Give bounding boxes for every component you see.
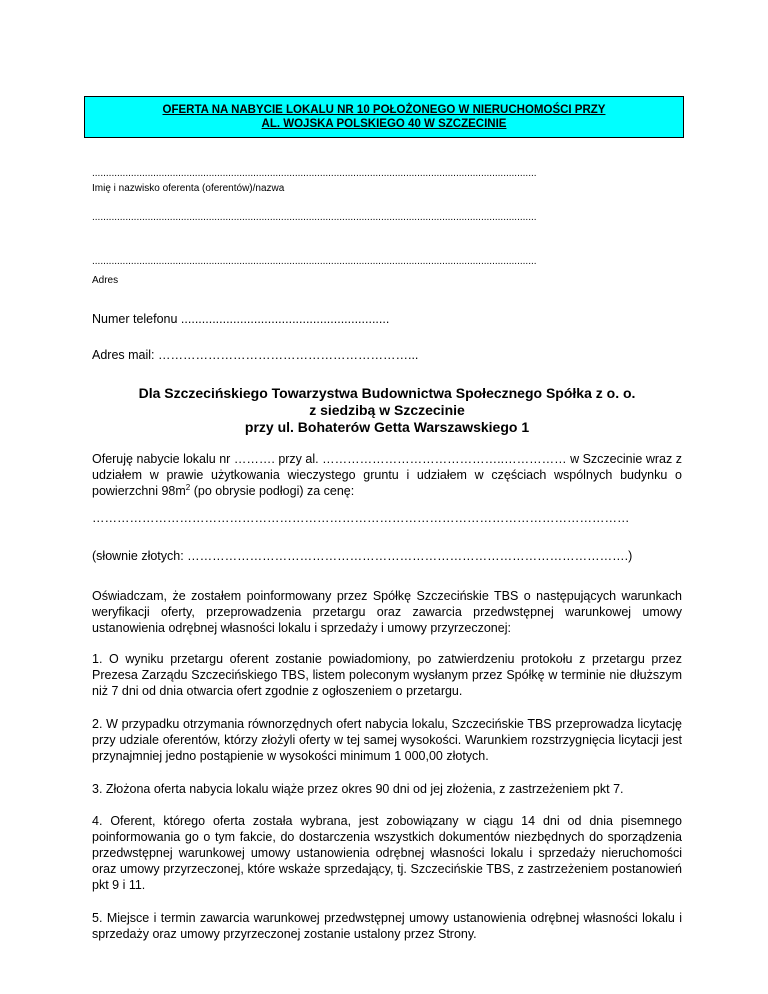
offer-paragraph: [92, 451, 682, 499]
email-field[interactable]: Adres mail: ……………………………………………………...: [92, 348, 419, 362]
point-2: 2. W przypadku otrzymania równorzędnych ofert nabycia lokalu, Szczecińskie TBS przeprowadza licytację przy udziale oferentów, którzy złożyli oferty w tej samej wysokości. Warunkiem rozstrzygnięcia licytacji jest przynajmniej jedno postąpienie w wysokości minimum 1 000,00 złotych.: [92, 717, 682, 763]
price-dotted-line[interactable]: …………………………………………………………………………………………………………………: [92, 511, 630, 525]
title-line-2: AL. WOJSKA POLSKIEGO 40 W SZCZECINIE: [261, 118, 507, 130]
name-dotted-line[interactable]: ................................................................................................................................................................: [92, 168, 537, 179]
declaration-paragraph: Oświadczam, że zostałem poinformowany przez Spółkę Szczecińskie TBS o następujących warunkach weryfikacji oferty, przeprowadzenia przetargu oraz zawarcia przedwstępnej warunkowej umowy ustanowienia odrębnej własności lokalu i sprzedaży i umowy przyrzeczonej:: [92, 589, 682, 635]
point-3: 3. Złożona oferta nabycia lokalu wiąże przez okres 90 dni od jej złożenia, z zastrzeżeniem pkt 7.: [92, 782, 624, 796]
address-dotted-line-2[interactable]: ................................................................................................................................................................: [92, 256, 537, 267]
recipient-line-1: Dla Szczecińskiego Towarzystwa Budownictwa Społecznego Spółka z o. o.: [138, 385, 636, 401]
offer-text-a: Oferuję nabycie lokalu nr ………. przy al. ……………………………………..…………… w Szczecinie wraz z udziałem w prawie użytkowania wieczystego gruntu i udziałem w częściach wspólnych budynku o powierzchni 98m: [92, 452, 682, 498]
phone-field[interactable]: Numer telefonu ............................................................: [92, 312, 390, 326]
recipient-line-3: przy ul. Bohaterów Getta Warszawskiego 1: [244, 419, 530, 435]
name-label: Imię i nazwisko oferenta (oferentów)/nazwa: [92, 183, 285, 194]
price-in-words-field[interactable]: (słownie złotych: …………………………………………………………………………………………….): [92, 549, 633, 563]
title-line-1: OFERTA NA NABYCIE LOKALU NR 10 POŁOŻONEGO W NIERUCHOMOŚCI PRZY: [162, 104, 606, 116]
point-4: 4. Oferent, którego oferta została wybrana, jest zobowiązany w ciągu 14 dni od dnia pisemnego poinformowania go o tym fakcie, do dostarczenia wszystkich dokumentów niezbędnych do sporządzenia przedwstępnej warunkowej umowy ustanowienia odrębnej własności lokalu i sprzedaży nieruchomości oraz umowy przyrzeczonej, które wskaże sprzedający, tj. Szczecińskie TBS, z zastrzeżeniem postanowień pkt 9 i 11.: [92, 814, 682, 892]
offer-text-b: (po obrysie podłogi) za cenę:: [190, 484, 355, 498]
document-title: [84, 96, 684, 138]
address-label: Adres: [92, 275, 119, 286]
recipient-line-2: z siedzibą w Szczecinie: [309, 402, 465, 418]
point-5: 5. Miejsce i termin zawarcia warunkowej przedwstępnej umowy ustanowienia odrębnej własności lokalu i sprzedaży oraz umowy przyrzeczonej zostanie ustalony przez Strony.: [92, 911, 682, 941]
address-dotted-line-1[interactable]: ................................................................................................................................................................: [92, 212, 537, 223]
area-superscript: 2: [185, 482, 191, 492]
point-1: 1. O wyniku przetargu oferent zostanie powiadomiony, po zatwierdzeniu protokołu z przetargu przez Prezesa Zarządu Szczecińskiego TBS, listem poleconym wysłanym przez Spółkę w terminie nie dłuższym niż 7 dni od dnia otwarcia ofert zgodnie z ogłoszeniem o przetargu.: [92, 652, 682, 698]
